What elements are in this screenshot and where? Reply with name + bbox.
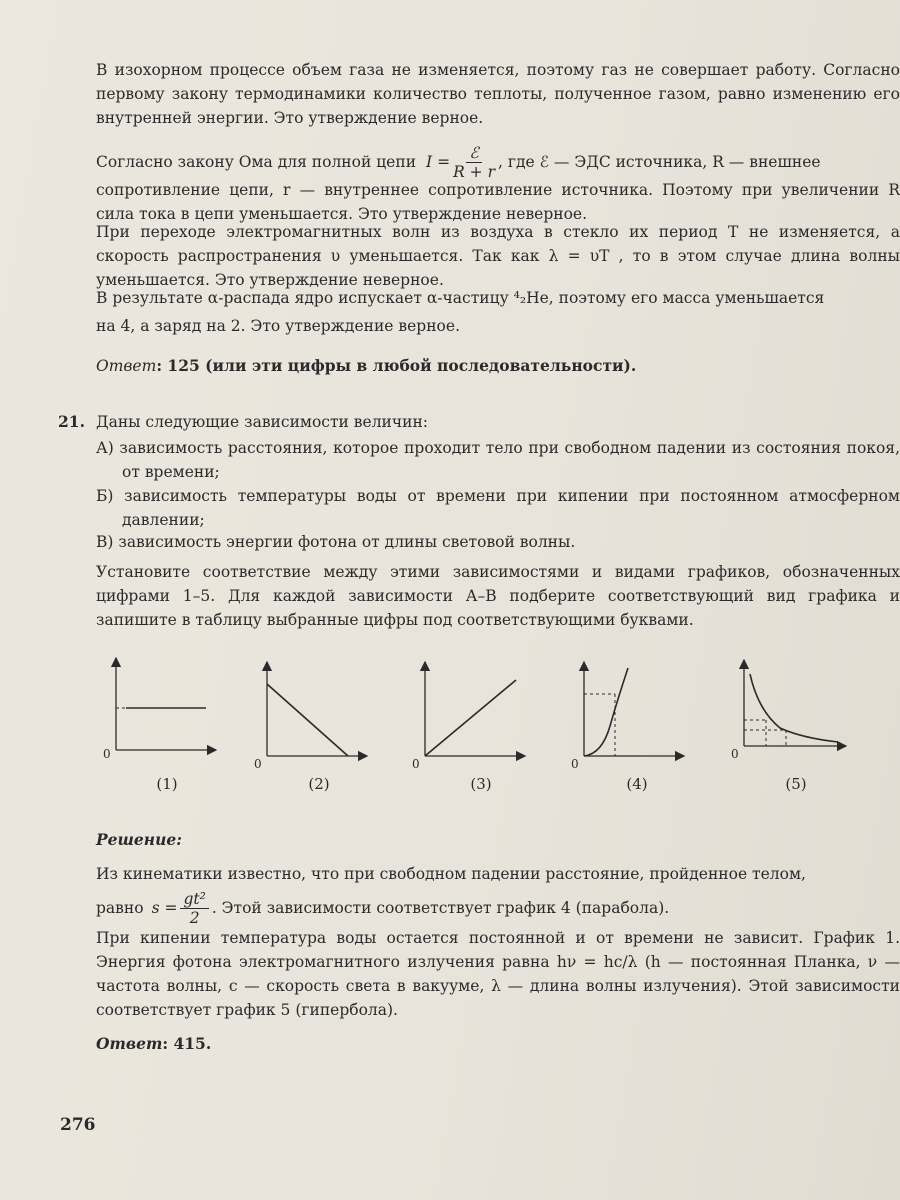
answer-20-label: Ответ <box>96 357 157 375</box>
answer-21-label: Ответ <box>96 1034 163 1053</box>
solution-line1: Из кинематики известно, что при свободном падении расстояние, пройденное телом, <box>96 865 806 883</box>
graph-label-3: (3) <box>470 775 492 793</box>
ohm-formula-numerator: ℰ <box>466 144 481 163</box>
solution-formula-lhs: s = <box>151 899 178 917</box>
graph-1-origin: 0 <box>103 747 111 761</box>
ohm-text-before: Согласно закону Ома для полной цепи <box>96 153 417 171</box>
graph-label-5: (5) <box>785 775 807 793</box>
paragraph-em-waves: При переходе электромагнитных волн из воздуха в стекло их период T не изменяется, а скорость распространения υ уменьшается. Так как λ = υT , то в этом случае длина волны уменьшается. Это утверждение неверное. <box>96 223 900 289</box>
graph-5-origin: 0 <box>731 747 739 761</box>
graph-2 <box>254 662 367 771</box>
question-21-number: 21. <box>58 412 85 431</box>
solution-paragraph-2: При кипении температура воды остается постоянной и от времени не зависит. График 1. Энергия фотона электромагнитного излучения равна hν = hc/λ (h — постоянная Планка, ν — частота волны, c — скорость света в вакууме, λ — длина волны излучения). Этой зависимости соответствует график 5 (гипербола). <box>96 929 900 1019</box>
answer-20-value: : 125 (или эти цифры в любой последовательности). <box>156 356 637 375</box>
solution-formula-fraction <box>180 890 208 927</box>
paragraph-ohm-line1 <box>96 142 900 182</box>
ohm-text-after: , где ℰ — ЭДС источника, R — внешнее <box>498 153 821 171</box>
answer-21 <box>96 1032 900 1056</box>
solution-line2-after: . Этой зависимости соответствует график 4 (парабола). <box>211 899 670 917</box>
ohm-formula-fraction <box>453 144 495 181</box>
solution-line2 <box>96 886 900 930</box>
solution-line2-before: равно <box>96 899 144 917</box>
graph-5 <box>731 660 846 761</box>
graph-2-origin: 0 <box>254 757 262 771</box>
question-21-item-b: Б) зависимость температуры воды от времени при кипении при постоянном атмосферном давлении; <box>96 487 900 529</box>
graph-4 <box>571 662 684 771</box>
question-21-item-c: В) зависимость энергии фотона от длины световой волны. <box>96 533 576 551</box>
paragraph-ohm-line2: сопротивление цепи, r — внутреннее сопротивление источника. Поэтому при увеличении R сила тока в цепи уменьшается. Это утверждение неверное. <box>96 181 900 223</box>
question-21-intro: Даны следующие зависимости величин: <box>96 413 429 431</box>
solution-heading-text: Решение <box>96 830 177 849</box>
solution-formula-numerator: gt² <box>180 890 208 909</box>
graph-1 <box>103 658 216 761</box>
paragraph-isochoric: В изохорном процессе объем газа не изменяется, поэтому газ не совершает работу. Согласно первому закону термодинамики количество теплоты, полученное газом, равно изменению его внутренней энергии. Это утверждение верное. <box>96 61 900 127</box>
graph-label-1: (1) <box>156 775 178 793</box>
page-number: 276 <box>60 1115 96 1135</box>
answer-20 <box>96 354 900 378</box>
paragraph-alpha-line2: на 4, а заряд на 2. Это утверждение верное. <box>96 317 460 335</box>
answer-21-value: : 415. <box>162 1034 212 1053</box>
graph-4-origin: 0 <box>571 757 579 771</box>
question-21-item-a: А) зависимость расстояния, которое проходит тело при свободном падении из состояния покоя, от времени; <box>96 439 900 481</box>
graph-3 <box>412 662 525 771</box>
solution-formula-denominator: 2 <box>189 908 200 927</box>
graph-3-origin: 0 <box>412 757 420 771</box>
ohm-formula-denominator: R + r <box>453 162 495 181</box>
solution-heading: Решение: <box>96 830 182 849</box>
ohm-formula-lhs: I = <box>426 153 451 171</box>
graph-label-4: (4) <box>626 775 648 793</box>
paragraph-alpha-line1: В результате α-распада ядро испускает α-частицу ⁴₂He, поэтому его масса уменьшается <box>96 289 825 307</box>
graphs-figure <box>90 650 850 780</box>
question-21-task: Установите соответствие между этими зависимостями и видами графиков, обозначенных цифрами 1–5. Для каждой зависимости А–В подберите соответствующий вид графика и запишите в таблицу выбранные цифры под соответствующими буквами. <box>96 563 900 629</box>
graph-label-2: (2) <box>308 775 330 793</box>
